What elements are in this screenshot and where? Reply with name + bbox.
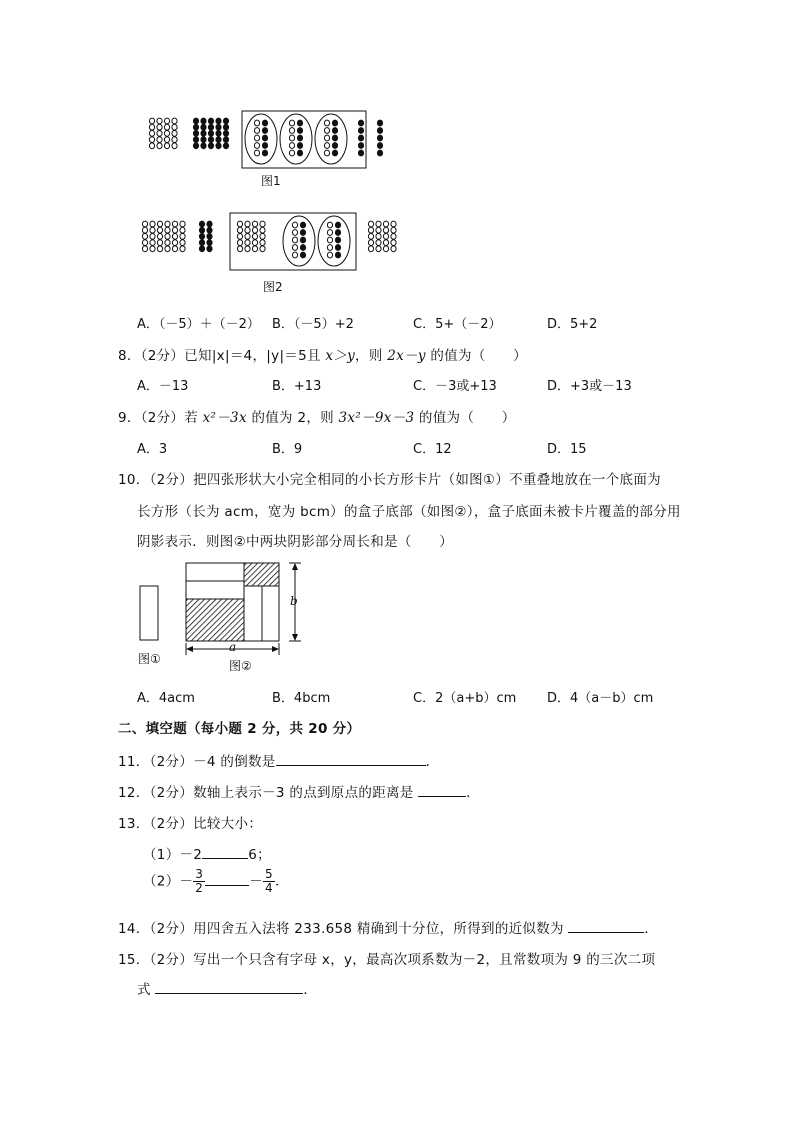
q8-option-c: C．－3或+13 [413, 379, 497, 394]
q11-answer-blank[interactable] [276, 753, 426, 766]
arrowhead-right [272, 646, 279, 652]
q11-prefix: 11．（2分）－4 的倒数是 [118, 754, 276, 770]
q8-option-a: A．－13 [137, 379, 189, 394]
figure-2-caption: 图2 [263, 280, 283, 294]
figure-b-caption: 图② [229, 659, 252, 673]
q8-option-d: D．+3或－13 [547, 379, 632, 394]
q8-expression: 2x－y [387, 348, 426, 364]
q13-2-suffix: ． [274, 873, 289, 890]
q14-answer-blank[interactable] [568, 920, 644, 933]
q9-mid: 的值为 2，则 [246, 410, 339, 426]
q8-prefix: 8．（2分）已知|x|＝4，|y|＝5且 [118, 348, 326, 364]
fraction-1-denominator: 2 [195, 881, 204, 895]
q12-prefix: 12．（2分）数轴上表示－3 的点到原点的距离是 [118, 785, 419, 801]
q9-option-a: A．3 [137, 442, 168, 457]
question-13: 13．（2分）比较大小： [118, 816, 263, 832]
question-10-line-1: 10．（2分）把四张形状大小完全相同的小长方形卡片（如图①）不重叠地放在一个底面为 [118, 472, 661, 488]
arrowhead-left [186, 646, 193, 652]
q7-option-a: A．（－5）＋（－2） [137, 317, 260, 332]
q8-mid: ，则 [355, 348, 388, 364]
q14-prefix: 14．（2分）用四舍五入法将 233.658 精确到十分位，所得到的近似数为 [118, 921, 569, 937]
q10-option-a: A．4acm [137, 691, 195, 706]
arrowhead-up [292, 563, 298, 570]
figure-a-caption: 图① [138, 652, 161, 666]
question-11 [118, 750, 439, 770]
label-b: b [290, 594, 298, 608]
q15-answer-blank[interactable] [155, 981, 303, 994]
q15-suffix: ． [303, 982, 318, 998]
arrowhead-down [292, 634, 298, 641]
q13-2-answer-blank[interactable] [205, 873, 249, 886]
q9-expression-1: x²－3x [202, 410, 247, 426]
q12-answer-blank[interactable] [418, 784, 466, 797]
q9-prefix: 9．（2分）若 [118, 410, 203, 426]
label-a: a [229, 640, 237, 654]
q14-suffix: ． [644, 921, 659, 937]
question-15-line-2 [137, 978, 317, 998]
q9-suffix: 的值为（ ） [414, 410, 516, 426]
section-2-heading: 二、填空题（每小题 2 分，共 20 分） [118, 721, 361, 737]
q13-2-prefix: （2）－ [143, 873, 194, 890]
shaded-region-bottom-left [186, 599, 244, 641]
q7-option-d: D．5+2 [547, 317, 598, 332]
q8-condition: x＞y [325, 348, 356, 364]
q12-suffix: ． [466, 785, 481, 801]
q13-1-prefix: （1）－2 [143, 847, 203, 863]
question-10-line-3: 阴影表示．则图②中两块阴影部分周长和是（ ） [137, 534, 454, 550]
q13-1-answer-blank[interactable] [202, 846, 248, 859]
figure-1-caption: 图1 [261, 174, 281, 188]
q10-option-b: B．4bcm [272, 691, 331, 706]
fraction-1-numerator: 3 [195, 867, 204, 881]
question-13-part-1 [143, 843, 271, 863]
question-14 [118, 917, 658, 937]
question-15-line-1: 15．（2分）写出一个只含有字母 x，y，最高次项系数为－2，且常数项为 9 的三次二项 [118, 952, 656, 968]
question-10-line-2: 长方形（长为 acm，宽为 bcm）的盒子底部（如图②），盒子底面未被卡片覆盖的部分用 [137, 504, 681, 520]
fraction-5-over-4 [263, 868, 275, 895]
fraction-3-over-2 [193, 868, 205, 895]
q7-option-b: B．（－5）+2 [272, 317, 354, 332]
q10-option-c: C．2（a+b）cm [413, 691, 517, 706]
q9-option-c: C．12 [413, 442, 452, 457]
q9-option-b: B．9 [272, 442, 303, 457]
question-12 [118, 781, 480, 801]
shaded-region-top-right [244, 563, 279, 586]
question-13-part-2 [143, 868, 289, 895]
fraction-2-denominator: 4 [265, 881, 273, 895]
q9-expression-2: 3x²－9x－3 [338, 410, 415, 426]
q9-option-d: D．15 [547, 442, 587, 457]
q11-suffix: ． [425, 754, 440, 770]
q7-option-c: C．5+（－2） [413, 317, 502, 332]
q8-suffix: 的值为（ ） [425, 348, 527, 364]
q15-prefix: 式 [137, 982, 156, 998]
q13-1-suffix: 6； [248, 847, 271, 863]
q8-option-b: B．+13 [272, 379, 322, 394]
q10-option-d: D．4（a－b）cm [547, 691, 654, 706]
fraction-2-numerator: 5 [265, 867, 273, 881]
q13-2-mid: － [249, 873, 264, 890]
